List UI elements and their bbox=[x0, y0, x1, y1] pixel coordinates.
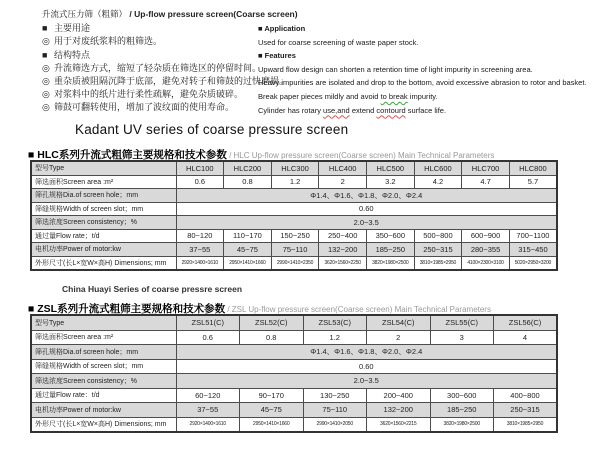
hlc-section-title-zh: ■ HLC系列升流式粗筛主要规格和技术参数 bbox=[28, 149, 227, 161]
spellcheck-red-segment-1: use,and bbox=[323, 105, 350, 115]
table-cell: 0.60 bbox=[176, 359, 557, 374]
bullet-line bbox=[42, 49, 267, 62]
table-cell: 2950×1410×1660 bbox=[224, 256, 272, 270]
table-row bbox=[31, 417, 557, 432]
table-cell: 3810×1985×2950 bbox=[494, 417, 558, 432]
table-cell: 3820×1980×2500 bbox=[367, 256, 415, 270]
table-cell: 500~800 bbox=[414, 229, 462, 243]
table-cell: ZSL55(C) bbox=[430, 315, 494, 330]
table-header-row bbox=[31, 161, 557, 175]
table-cell: 0.8 bbox=[240, 330, 304, 345]
table-cell: 600~900 bbox=[462, 229, 510, 243]
spec-table bbox=[30, 314, 558, 433]
table-cell: HLC400 bbox=[319, 161, 367, 175]
bullet-text: 结构特点 bbox=[54, 49, 91, 60]
zsl-spec-table bbox=[30, 314, 558, 433]
bullet-line bbox=[42, 101, 267, 114]
table-cell: 1.2 bbox=[303, 330, 367, 345]
china-huayi-series-title: China Huayi Series of coarse pressre screen bbox=[62, 284, 243, 294]
table-cell: ZSL53(C) bbox=[303, 315, 367, 330]
table-cell: 132~200 bbox=[367, 403, 431, 418]
table-cell: Φ1.4、Φ1.6、Φ1.8、Φ2.0、Φ2.4 bbox=[176, 189, 557, 203]
table-cell: 200~400 bbox=[367, 388, 431, 403]
table-row bbox=[31, 359, 557, 374]
spec-table bbox=[30, 160, 558, 271]
bullet-line bbox=[42, 35, 267, 48]
table-cell: 筛缝规格Width of screen slot；mm bbox=[31, 359, 176, 374]
table-cell: 280~355 bbox=[462, 243, 510, 257]
table-cell: ZSL54(C) bbox=[367, 315, 431, 330]
table-cell: 筛孔规格Dia.of screen hole；mm bbox=[31, 189, 176, 203]
bullet-text: 重杂质被阻隔沉降于底部，避免对转子和筛鼓的过快磨损。 bbox=[54, 76, 289, 87]
table-cell: 110~170 bbox=[224, 229, 272, 243]
table-cell: 400~800 bbox=[494, 388, 558, 403]
table-row bbox=[31, 175, 557, 189]
circle-bullet-icon: ◎ bbox=[42, 36, 50, 47]
table-cell: 3820×1980×2500 bbox=[430, 417, 494, 432]
table-row bbox=[31, 388, 557, 403]
table-cell: 外形尺寸(长L×宽W×高H) Dimensions; mm bbox=[31, 256, 176, 270]
table-cell: 5020×2950×3200 bbox=[509, 256, 557, 270]
table-cell: 筛孔规格Dia.of screen hole；mm bbox=[31, 345, 176, 360]
feature-line-3 bbox=[258, 90, 598, 104]
table-cell: 3620×1560×2215 bbox=[367, 417, 431, 432]
table-cell: 37~55 bbox=[176, 403, 240, 418]
page-title bbox=[42, 8, 298, 21]
table-cell: 185~250 bbox=[367, 243, 415, 257]
table-cell: 通过量Flow rate；t/d bbox=[31, 229, 176, 243]
feature-3-pre: Break paper pieces mildly and avoid bbox=[258, 91, 381, 101]
bullet-text: 对浆料中的纸片进行柔性疏解，避免杂质破碎。 bbox=[54, 89, 244, 100]
table-cell: 45~75 bbox=[224, 243, 272, 257]
bullet-line bbox=[42, 88, 267, 101]
feature-4-post: surface life. bbox=[405, 105, 447, 115]
table-cell: 0.6 bbox=[176, 175, 224, 189]
table-row bbox=[31, 330, 557, 345]
table-cell: 37~55 bbox=[176, 243, 224, 257]
table-cell: 电机功率Power of motor:kw bbox=[31, 403, 176, 418]
bullet-text: 筛鼓可翻转使用，增加了波纹面的使用寿命。 bbox=[54, 102, 235, 113]
table-row bbox=[31, 202, 557, 216]
table-cell: 300~600 bbox=[430, 388, 494, 403]
application-header: ■ Application bbox=[258, 24, 306, 33]
table-cell: 4100×2300×3100 bbox=[462, 256, 510, 270]
table-cell: 4.7 bbox=[462, 175, 510, 189]
square-bullet-icon: ■ bbox=[42, 49, 48, 60]
table-cell: 75~110 bbox=[303, 403, 367, 418]
table-cell: 3.2 bbox=[367, 175, 415, 189]
table-cell: 315~450 bbox=[509, 243, 557, 257]
table-cell: ZSL52(C) bbox=[240, 315, 304, 330]
table-cell: 电机功率Power of motor:kw bbox=[31, 243, 176, 257]
table-cell: Φ1.4、Φ1.6、Φ1.8、Φ2.0、Φ2.4 bbox=[176, 345, 557, 360]
table-cell: 通过量Flow rate：t/d bbox=[31, 388, 176, 403]
bullet-line bbox=[42, 22, 267, 35]
table-header-row bbox=[31, 315, 557, 330]
table-cell: 型号Type bbox=[31, 315, 176, 330]
table-cell: 250~400 bbox=[319, 229, 367, 243]
feature-4-mid: extend bbox=[349, 105, 377, 115]
features-header: ■ Features bbox=[258, 51, 296, 61]
table-cell: 90~170 bbox=[240, 388, 304, 403]
table-cell: 130~250 bbox=[303, 388, 367, 403]
table-cell: 60~120 bbox=[176, 388, 240, 403]
table-cell: HLC500 bbox=[367, 161, 415, 175]
table-cell: 筛选浓度Screen consistency；% bbox=[31, 216, 176, 230]
circle-bullet-icon: ◎ bbox=[42, 102, 50, 113]
table-row bbox=[31, 345, 557, 360]
table-cell: HLC600 bbox=[414, 161, 462, 175]
circle-bullet-icon: ◎ bbox=[42, 89, 50, 100]
zsl-section-title-zh: ■ ZSL系列升流式粗筛主要规格和技术参数 bbox=[28, 303, 226, 315]
table-row bbox=[31, 189, 557, 203]
spellcheck-red-segment-2: contourd bbox=[376, 105, 406, 115]
feature-4-pre: Cylinder has rotary bbox=[258, 105, 324, 115]
table-cell: 2920×1400×1610 bbox=[176, 256, 224, 270]
table-cell: 2.0~3.5 bbox=[176, 374, 557, 389]
spellcheck-green-segment: to break bbox=[380, 91, 408, 101]
table-cell: HLC100 bbox=[176, 161, 224, 175]
table-cell: 3620×1560×2250 bbox=[319, 256, 367, 270]
table-cell: 3810×1985×2950 bbox=[414, 256, 462, 270]
table-cell: 外形尺寸(长L×宽W×高H) Dimensions; mm bbox=[31, 417, 176, 432]
feature-line-1: Upward flow design can shorten a retention time of light impurity in screening area. bbox=[258, 64, 533, 74]
table-cell: 2 bbox=[319, 175, 367, 189]
table-cell: 150~250 bbox=[271, 229, 319, 243]
table-cell: 筛选面积Screen area :m² bbox=[31, 175, 176, 189]
bullet-line bbox=[42, 62, 267, 75]
table-cell: 2990×1410×2350 bbox=[271, 256, 319, 270]
table-cell: 筛选面积Screen area :m² bbox=[31, 330, 176, 345]
table-cell: 45~75 bbox=[240, 403, 304, 418]
table-cell: 250~315 bbox=[414, 243, 462, 257]
table-cell: 2 bbox=[367, 330, 431, 345]
table-cell: 2950×1410×1660 bbox=[240, 417, 304, 432]
table-row bbox=[31, 256, 557, 270]
feature-line-4 bbox=[258, 104, 598, 118]
table-row bbox=[31, 374, 557, 389]
table-cell: 80~120 bbox=[176, 229, 224, 243]
table-cell: 2.0~3.5 bbox=[176, 216, 557, 230]
table-cell: 2920×1400×1610 bbox=[176, 417, 240, 432]
table-cell: 5.7 bbox=[509, 175, 557, 189]
intro-right-column bbox=[258, 22, 598, 117]
circle-bullet-icon: ◎ bbox=[42, 76, 50, 87]
table-row bbox=[31, 243, 557, 257]
table-cell: 250~315 bbox=[494, 403, 558, 418]
table-cell: 3 bbox=[430, 330, 494, 345]
bullet-text: 升流筛选方式，缩短了轻杂质在筛选区的停留时间。 bbox=[54, 62, 262, 73]
table-row bbox=[31, 229, 557, 243]
table-cell: 75~110 bbox=[271, 243, 319, 257]
page-title-zh: 升流式压力筛（粗筛） bbox=[42, 9, 128, 19]
application-text: Used for coarse screening of waste paper stock. bbox=[258, 37, 419, 47]
table-cell: 185~250 bbox=[430, 403, 494, 418]
bullet-text: 用于对废纸浆料的粗筛选。 bbox=[54, 36, 163, 47]
table-cell: HLC800 bbox=[509, 161, 557, 175]
table-cell: ZSL51(C) bbox=[176, 315, 240, 330]
table-cell: HLC700 bbox=[462, 161, 510, 175]
table-cell: HLC200 bbox=[224, 161, 272, 175]
square-bullet-icon: ■ bbox=[42, 23, 48, 34]
hlc-spec-table bbox=[30, 160, 558, 271]
table-cell: 1.2 bbox=[271, 175, 319, 189]
table-cell: 0.6 bbox=[176, 330, 240, 345]
kadant-series-title: Kadant UV series of coarse pressure screen bbox=[75, 122, 349, 137]
page-title-en: / Up-flow pressure screen(Coarse screen) bbox=[129, 9, 298, 19]
circle-bullet-icon: ◎ bbox=[42, 62, 50, 73]
table-cell: 4 bbox=[494, 330, 558, 345]
table-cell: 350~600 bbox=[367, 229, 415, 243]
table-cell: 筛缝规格Width of screen slot；mm bbox=[31, 202, 176, 216]
table-cell: 型号Type bbox=[31, 161, 176, 175]
bullet-text: 主要用途 bbox=[54, 23, 91, 34]
table-cell: 132~200 bbox=[319, 243, 367, 257]
hlc-section-title-en: / HLC Up-flow pressure screen(Coarse screen) Main Technical Parameters bbox=[226, 151, 495, 160]
table-cell: 0.60 bbox=[176, 202, 557, 216]
table-cell: 700~1100 bbox=[509, 229, 557, 243]
feature-3-post: impurity. bbox=[407, 91, 438, 101]
table-row bbox=[31, 216, 557, 230]
table-row bbox=[31, 403, 557, 418]
table-cell: 0.8 bbox=[224, 175, 272, 189]
feature-line-2: Heavy impurities are isolated and drop to the bottom, avoid excessive abrasion to rotor and basket. bbox=[258, 78, 587, 88]
table-cell: 2990×1410×2050 bbox=[303, 417, 367, 432]
table-cell: ZSL56(C) bbox=[494, 315, 558, 330]
zsl-section-title-en: / ZSL Up-flow pressure screen(Coarse screen) Main Technical Parameters bbox=[225, 305, 491, 314]
table-cell: 4.2 bbox=[414, 175, 462, 189]
table-cell: 筛选浓度Screen consistency；% bbox=[31, 374, 176, 389]
table-cell: HLC300 bbox=[271, 161, 319, 175]
bullet-line bbox=[42, 75, 289, 88]
